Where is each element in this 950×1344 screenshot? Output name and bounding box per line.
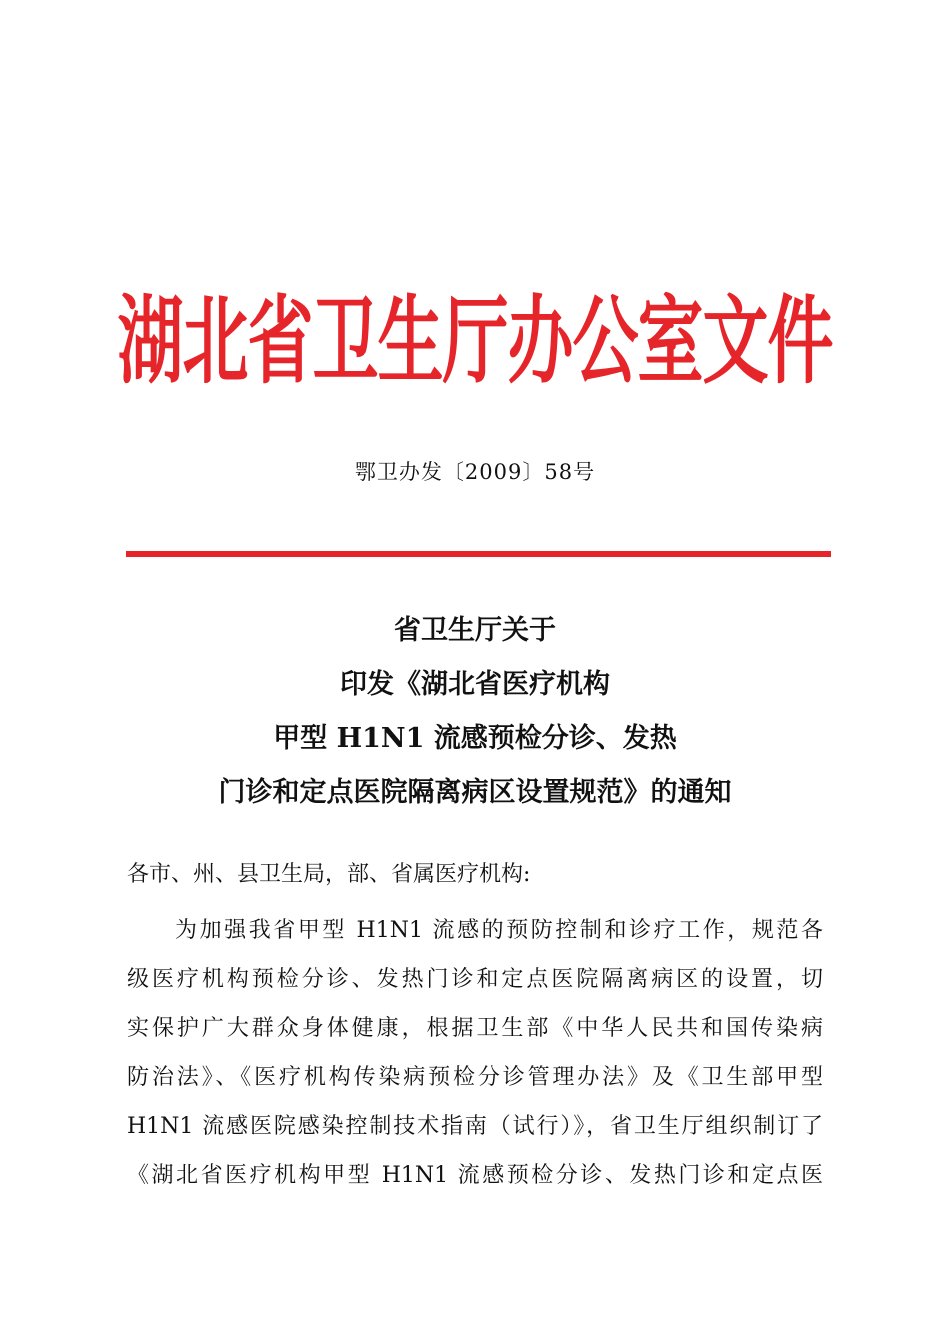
masthead-title: 湖北省卫生厅办公室文件 (117, 285, 833, 398)
body-line: 《湖北省医疗机构甲型 H1N1 流感预检分诊、发热门诊和定点医 (127, 1163, 823, 1188)
document-title (0, 604, 950, 820)
red-divider-rule (126, 551, 831, 557)
body-line: H1N1 流感医院感染控制技术指南（试行）》，省卫生厅组织制订了 (127, 1114, 823, 1139)
title-line: 省卫生厅关于 (394, 615, 556, 646)
document-number: 鄂卫办发〔2009〕58号 (354, 460, 596, 484)
body-paragraph (127, 906, 823, 1200)
body-line: 为加强我省甲型 H1N1 流感的预防控制和诊疗工作，规范各 (175, 918, 823, 943)
salutation: 各市、州、县卫生局，部、省属医疗机构: (127, 862, 531, 887)
body-line: 防治法》、《医疗机构传染病预检分诊管理办法》及《卫生部甲型 (127, 1065, 823, 1090)
body-line: 实保护广大群众身体健康，根据卫生部《中华人民共和国传染病 (127, 1016, 823, 1041)
title-line: 印发《湖北省医疗机构 (340, 669, 610, 700)
title-line: 甲型 H1N1 流感预检分诊、发热 (273, 723, 677, 754)
title-line: 门诊和定点医院隔离病区设置规范》的通知 (218, 777, 732, 808)
body-line: 级医疗机构预检分诊、发热门诊和定点医院隔离病区的设置，切 (127, 967, 823, 992)
